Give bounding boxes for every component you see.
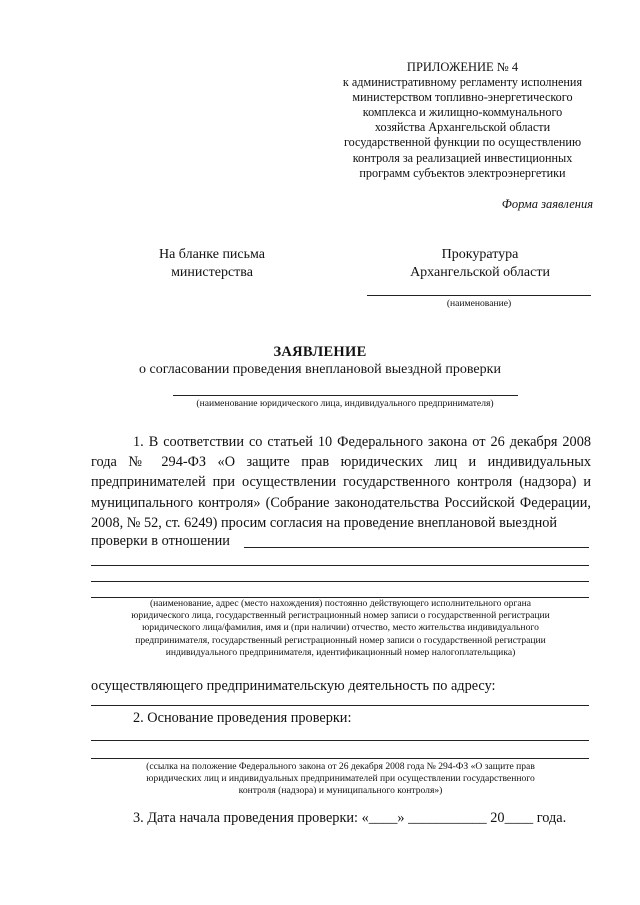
- caption-line: юридических лиц и индивидуальных предпринимателей при осуществлении государственного: [146, 773, 535, 785]
- address-field[interactable]: [91, 705, 589, 706]
- appendix-line: хозяйства Архангельской области: [374, 120, 551, 135]
- address-label: осуществляющего предпринимательскую деятельность по адресу:: [91, 678, 496, 694]
- appendix-title: ПРИЛОЖЕНИЕ № 4: [406, 60, 519, 74]
- appendix-line: к административному регламенту исполнения: [342, 75, 583, 90]
- document-title: ЗАЯВЛЕНИЕ: [273, 344, 367, 360]
- appendix-line: министерством топливно-энергетического: [352, 90, 573, 105]
- caption-line: (ссылка на положение Федерального закона от 26 декабря 2008 года № 294-ФЗ «О защите прав: [146, 761, 535, 772]
- appendix-line: государственной функции по осуществлению: [343, 135, 582, 150]
- grounds-field-line[interactable]: [91, 758, 589, 759]
- letterhead-line: министерства: [171, 265, 253, 280]
- recipient-name-field[interactable]: [367, 295, 591, 296]
- appendix-line: программ субъектов электроэнергетики: [359, 165, 566, 180]
- inspection-subject-field[interactable]: [244, 547, 589, 548]
- form-label: Форма заявления: [501, 197, 593, 211]
- recipient-line: Прокуратура: [441, 247, 519, 262]
- grounds-field[interactable]: [91, 740, 589, 741]
- recipient-block: [385, 246, 575, 282]
- appendix-line: контроля за реализацией инвестиционных: [352, 150, 573, 165]
- recipient-line: Архангельской области: [410, 265, 550, 280]
- applicant-name-caption: (наименование юридического лица, индивидуального предпринимателя): [196, 398, 494, 409]
- applicant-name-field[interactable]: [173, 395, 518, 396]
- inspection-subject-field-line[interactable]: [91, 565, 589, 566]
- inspection-subject-caption: [98, 598, 583, 659]
- inspection-subject-field-line[interactable]: [91, 581, 589, 582]
- caption-line: (наименование, адрес (место нахождения) постоянно действующего исполнительного органа: [149, 598, 532, 609]
- caption-line: предпринимателя, государственный регистрационный номер записи о государственной регистрации: [135, 634, 546, 646]
- document-subtitle: о согласовании проведения внеплановой выездной проверки: [139, 362, 501, 377]
- caption-line: контроля (надзора) и муниципального контроля»): [238, 785, 443, 797]
- appendix-line: комплекса и жилищно-коммунального: [362, 105, 563, 120]
- grounds-label: 2. Основание проведения проверки:: [133, 710, 352, 726]
- paragraph-1-tail: проверки в отношении: [91, 533, 230, 549]
- recipient-caption: (наименование): [446, 298, 512, 309]
- caption-line: юридического лица/фамилия, имя и (при наличии) отчество, место жительства индивидуального: [142, 622, 539, 634]
- letterhead-line: На бланке письма: [158, 247, 266, 262]
- letterhead-note: [148, 246, 276, 282]
- appendix-header: [330, 60, 595, 181]
- inspection-start-date[interactable]: 3. Дата начала проведения проверки: «____» ___________ 20____ года.: [133, 810, 567, 826]
- paragraph-1: 1. В соответствии со статьей 10 Федерального закона от 26 декабря 2008 года № 294-ФЗ «О защите прав юридических лиц и индивидуальных предпринимателей при осуществлении государственного контроля (надзора) и муниципального контроля» (Собрание законодательства Российской Федерации, 2008, № 52, ст. 6249) просим согласия на проведение внеплановой выездной: [91, 434, 591, 531]
- caption-line: юридического лица, государственный регистрационный номер записи о государственной регистрации: [131, 610, 550, 622]
- caption-line: индивидуального предпринимателя, идентификационный номер налогоплательщика): [165, 646, 516, 658]
- grounds-caption: [104, 761, 577, 798]
